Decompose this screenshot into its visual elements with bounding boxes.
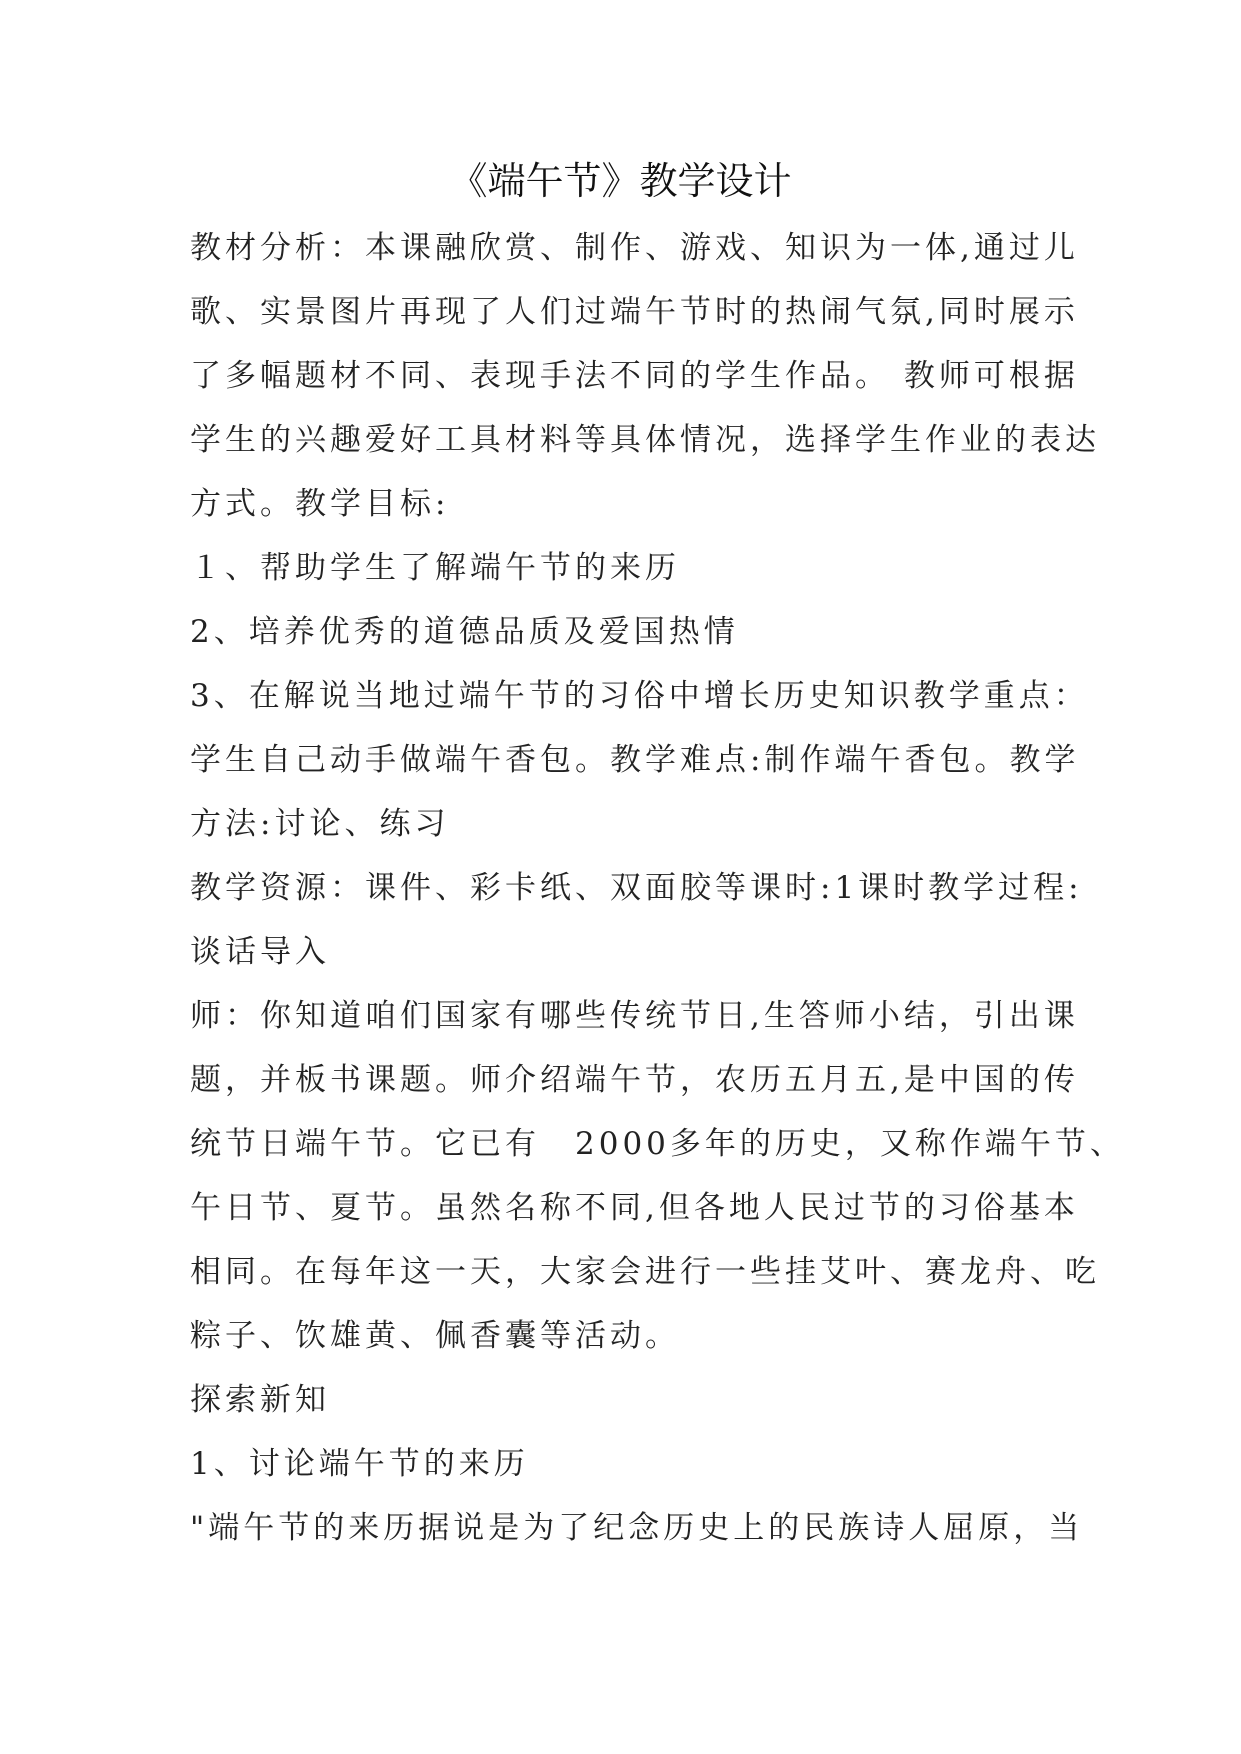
body-line: 粽子、饮雄黄、佩香囊等活动。 — [190, 1318, 680, 1354]
body-line: 了多幅题材不同、表现手法不同的学生作品。 教师可根据 — [190, 358, 1079, 394]
section-heading: 探索新知 — [190, 1382, 330, 1418]
body-line: 题，并板书课题。师介绍端午节，农历五月五,是中国的传 — [190, 1062, 1079, 1098]
list-item: 2、培养优秀的道德品质及爱国热情 — [190, 614, 739, 650]
list-item: 3、在解说当地过端午节的习俗中增长历史知识教学重点： — [190, 678, 1089, 714]
section-heading: 谈话导入 — [190, 934, 330, 970]
body-line: 午日节、夏节。虽然名称不同,但各地人民过节的习俗基本 — [190, 1190, 1079, 1226]
body-line: 教材分析：本课融欣赏、制作、游戏、知识为一体,通过儿 — [190, 230, 1079, 266]
body-line: 相同。在每年这一天，大家会进行一些挂艾叶、赛龙舟、吃 — [190, 1254, 1100, 1290]
list-item: 1、讨论端午节的来历 — [190, 1446, 529, 1482]
body-line: 师：你知道咱们国家有哪些传统节日,生答师小结，引出课 — [190, 998, 1079, 1034]
body-line: "端午节的来历据说是为了纪念历史上的民族诗人屈原，当 — [190, 1510, 1084, 1546]
body-line: 歌、实景图片再现了人们过端午节时的热闹气氛,同时展示 — [190, 294, 1079, 330]
document-title: 《端午节》教学设计 — [449, 159, 792, 203]
body-line: 统节日端午节。它已有 2000多年的历史，又称作端午节、 — [190, 1126, 1125, 1162]
body-line: 教学资源：课件、彩卡纸、双面胶等课时:1课时教学过程: — [190, 870, 1083, 906]
body-line: 方式。教学目标: — [190, 486, 450, 522]
body-line: 学生自己动手做端午香包。教学难点:制作端午香包。教学 — [190, 742, 1080, 778]
body-line: 方法:讨论、练习 — [190, 806, 450, 842]
list-item: １、帮助学生了解端午节的来历 — [190, 550, 680, 586]
body-line: 学生的兴趣爱好工具材料等具体情况，选择学生作业的表达 — [190, 422, 1100, 458]
